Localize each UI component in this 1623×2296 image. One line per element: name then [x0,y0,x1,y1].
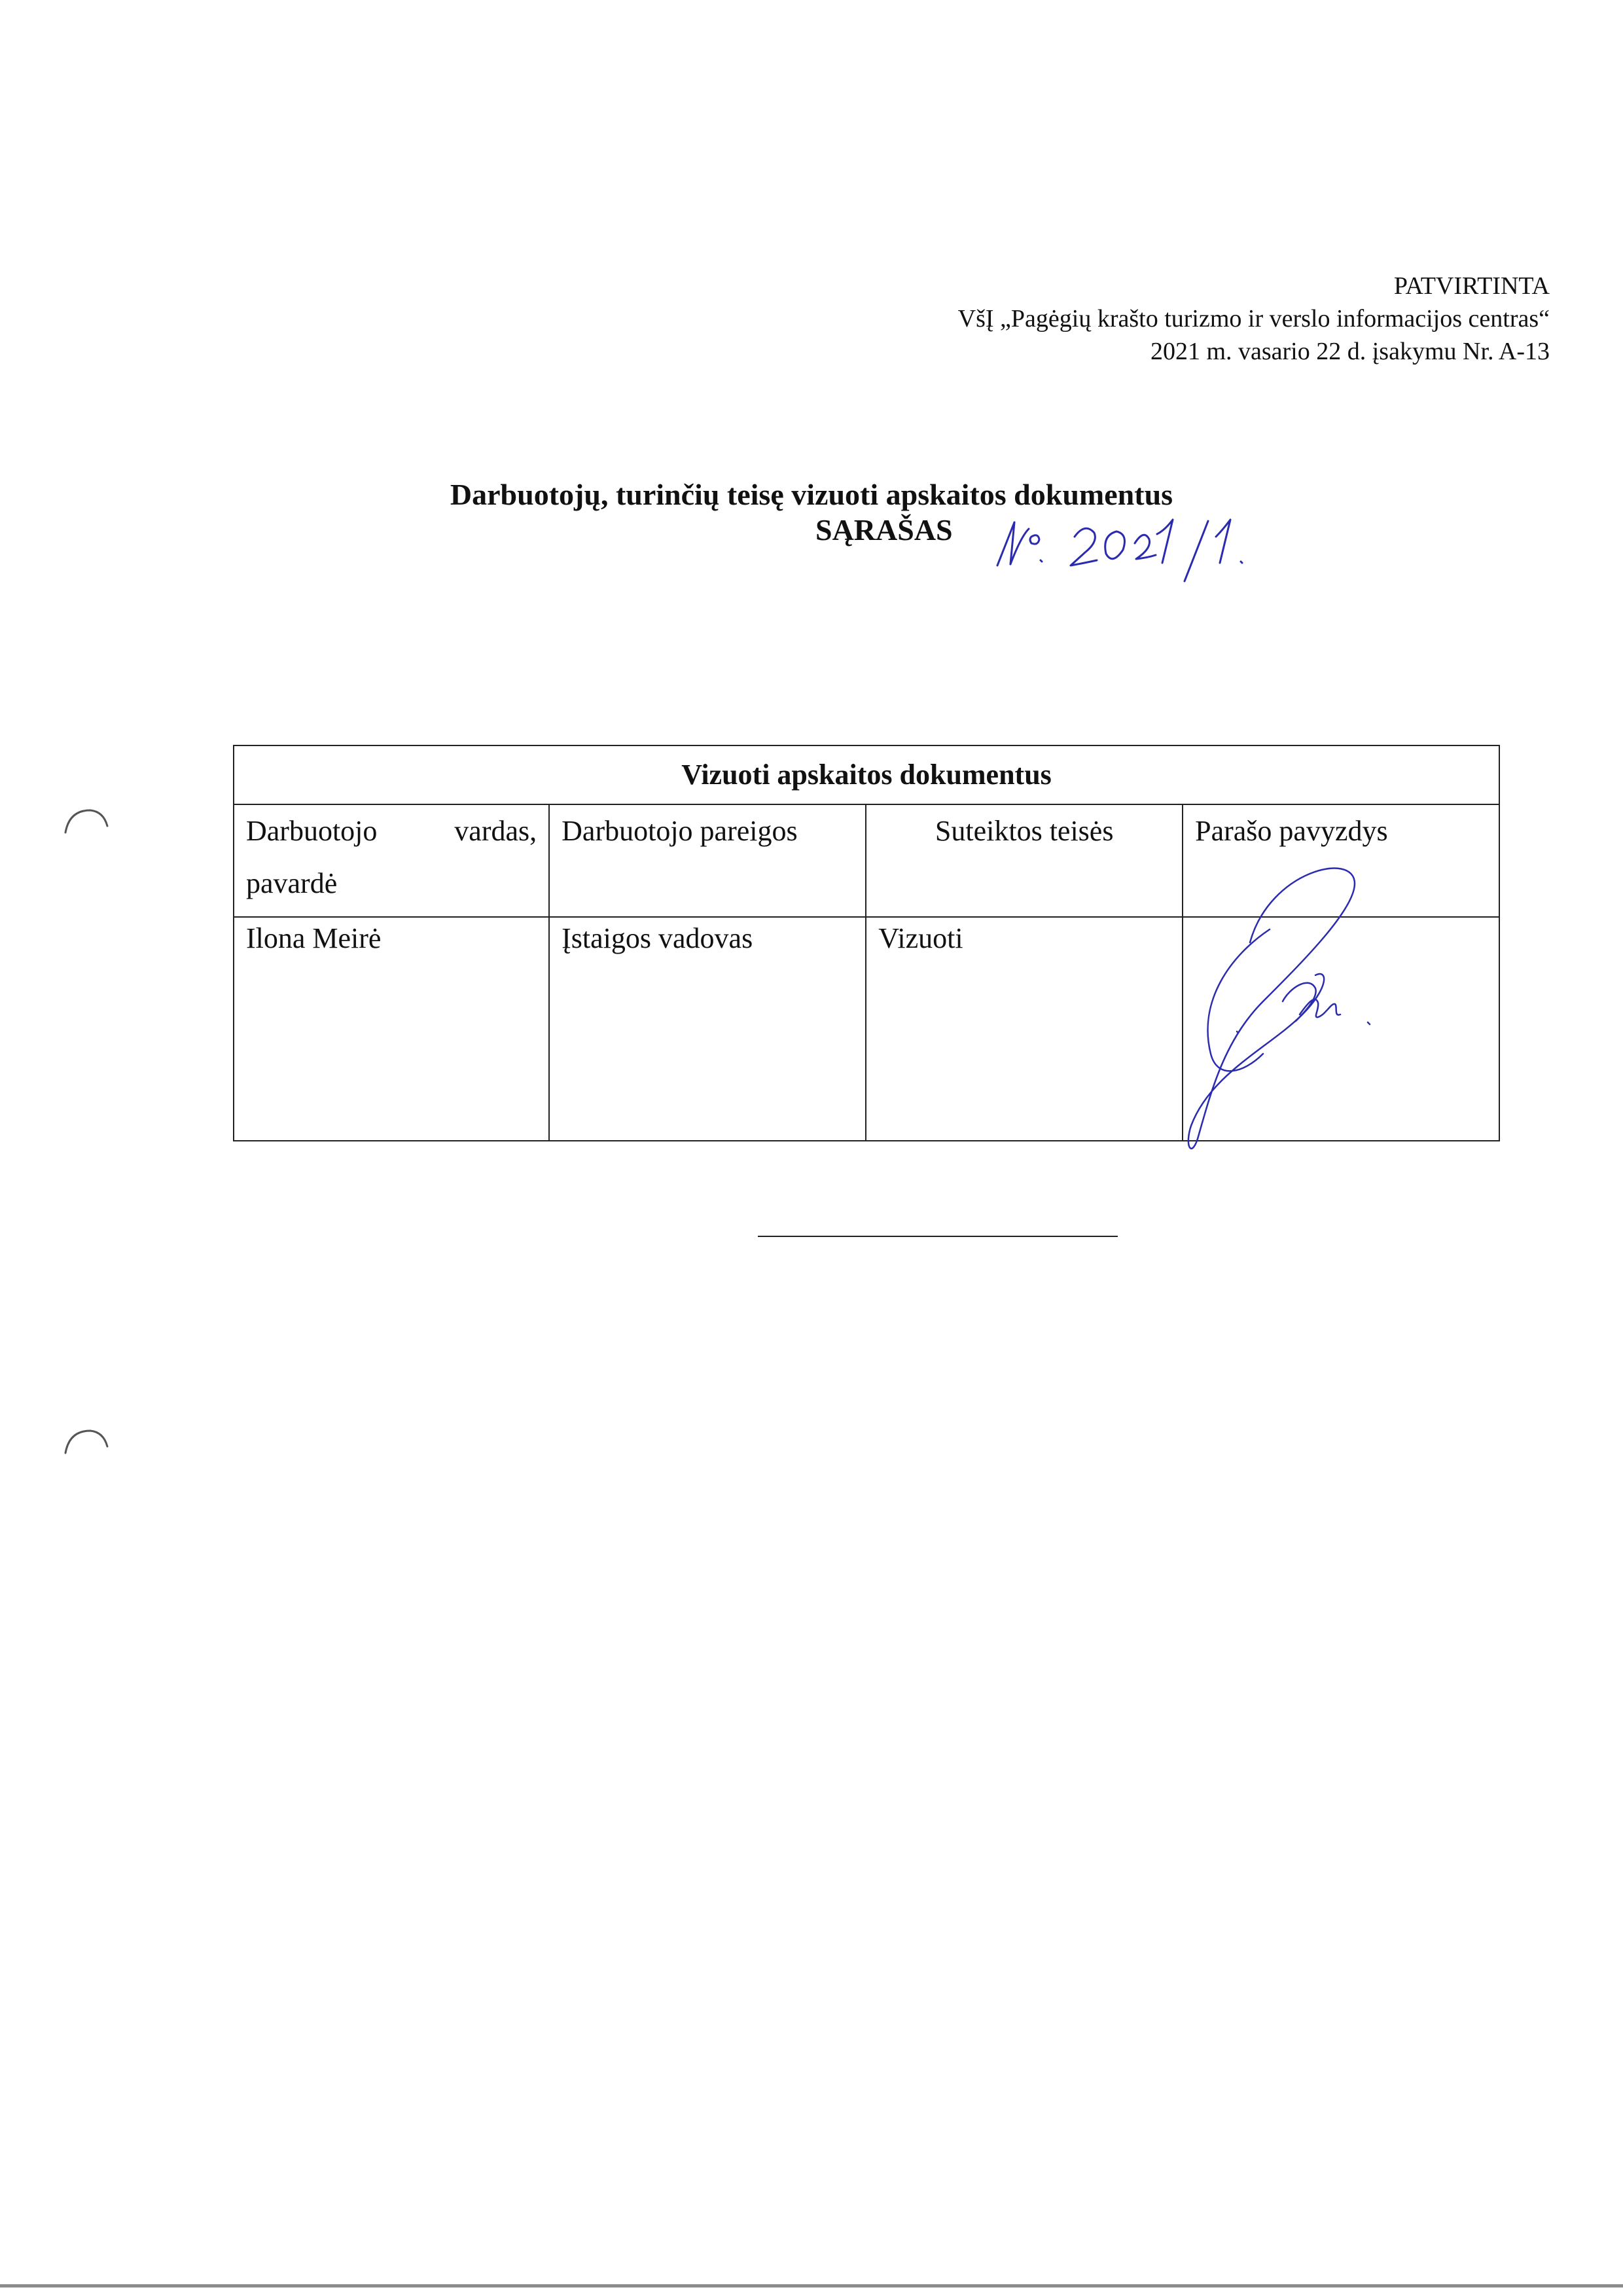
handwritten-number-icon [988,517,1276,589]
punch-hole-icon [63,806,109,835]
list-label: SĄRAŠAS [815,513,953,547]
punch-hole-icon [63,1427,109,1456]
header-rights: Suteiktos teisės [866,804,1183,917]
approval-block [958,270,1550,368]
header-signature: Parašo pavyzdys [1183,804,1499,917]
document-title: Darbuotojų, turinčių teisę vizuoti apskaitos dokumentus [450,478,1173,511]
employee-name: Ilona Meirė [234,917,549,1141]
signature-icon [1171,857,1407,1158]
table-caption: Vizuoti apskaitos dokumentus [234,745,1499,804]
employee-position: Įstaigos vadovas [549,917,866,1141]
approval-order-reference: 2021 m. vasario 22 d. įsakymu Nr. A-13 [1150,338,1550,365]
table-caption-row [234,745,1499,804]
approval-organization: VšĮ „Pagėgių krašto turizmo ir verslo informacijos centras“ [957,305,1550,332]
approval-heading: PATVIRTINTA [1393,272,1550,300]
header-name: Darbuotojo vardas, pavardė [234,804,549,917]
employee-rights: Vizuoti [866,917,1183,1141]
closing-line [758,1236,1118,1237]
header-position: Darbuotojo pareigos [549,804,866,917]
scan-edge-line [0,2284,1623,2287]
